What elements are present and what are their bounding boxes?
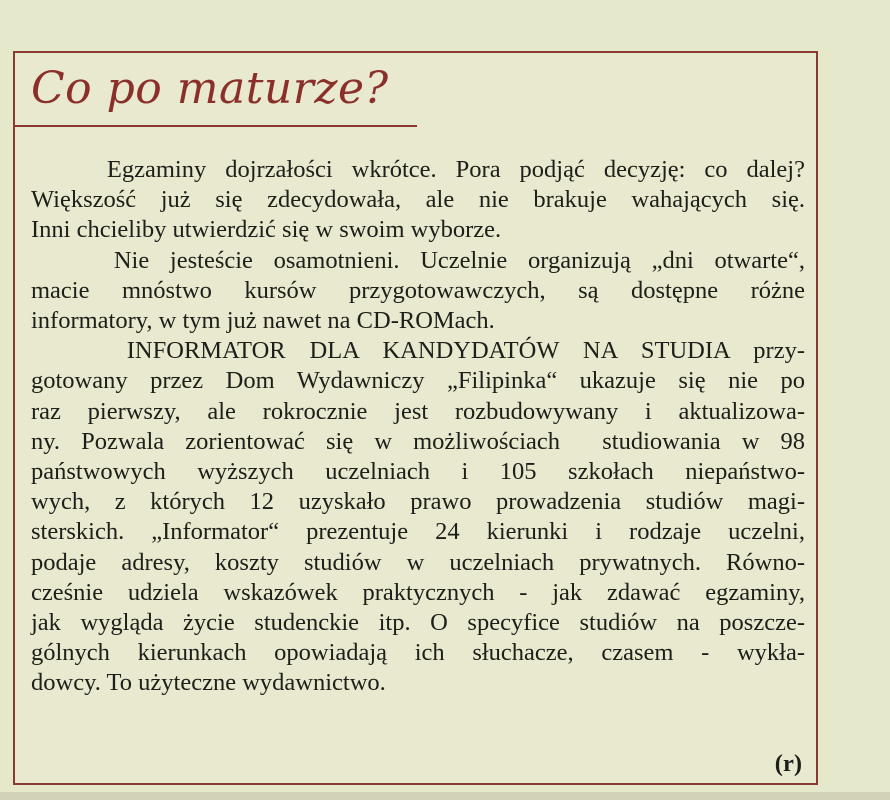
article-line: Większość już się zdecydowała, ale nie brakuje wahających się. <box>31 186 805 214</box>
article-line: wych, z których 12 uzyskało prawo prowadzenia studiów magi- <box>31 488 805 516</box>
article-line: cześnie udziela wskazówek praktycznych - jak zdawać egzaminy, <box>31 578 805 606</box>
article-box <box>13 51 818 785</box>
article-body <box>31 155 805 699</box>
article-line: gotowany przez Dom Wydawniczy „Filipinka“ ukazuje się nie po <box>31 367 805 395</box>
article-line: Egzaminy dojrzałości wkrótce. Pora podjąć decyzję: co dalej? <box>31 156 805 183</box>
article-title: Co po maturze? <box>31 63 389 114</box>
article-line: macie mnóstwo kursów przygotowawczych, są dostępne różne <box>31 276 805 304</box>
article-line: państwowych wyższych uczelniach i 105 szkołach niepaństwo- <box>31 458 805 486</box>
article-line: dowcy. To użyteczne wydawnictwo. <box>31 669 386 697</box>
page-bottom-edge <box>0 792 890 800</box>
article-line: gólnych kierunkach opowiadają ich słuchacze, czasem - wykła- <box>31 639 805 667</box>
article-line: raz pierwszy, ale rokrocznie jest rozbudowywany i aktualizowa- <box>31 397 805 425</box>
article-line: podaje adresy, koszty studiów w uczelniach prywatnych. Równo- <box>31 548 805 576</box>
article-line: informatory, w tym już nawet na CD-ROMach. <box>31 307 495 335</box>
article-line: jak wygląda życie studenckie itp. O specyfice studiów na poszcze- <box>31 609 805 637</box>
article-line: sterskich. „Informator“ prezentuje 24 kierunki i rodzaje uczelni, <box>31 518 805 546</box>
author-signature: (r) <box>774 750 802 777</box>
article-line: INFORMATOR DLA KANDYDATÓW NA STUDIA przy- <box>31 337 805 365</box>
article-line: ny. Pozwala zorientować się w możliwościach studiowania w 98 <box>31 427 805 455</box>
article-line: Inni chcieliby utwierdzić się w swoim wyborze. <box>31 216 502 244</box>
article-line: Nie jesteście osamotnieni. Uczelnie organizują „dni otwarte“, <box>31 246 805 274</box>
title-underline <box>15 125 417 127</box>
